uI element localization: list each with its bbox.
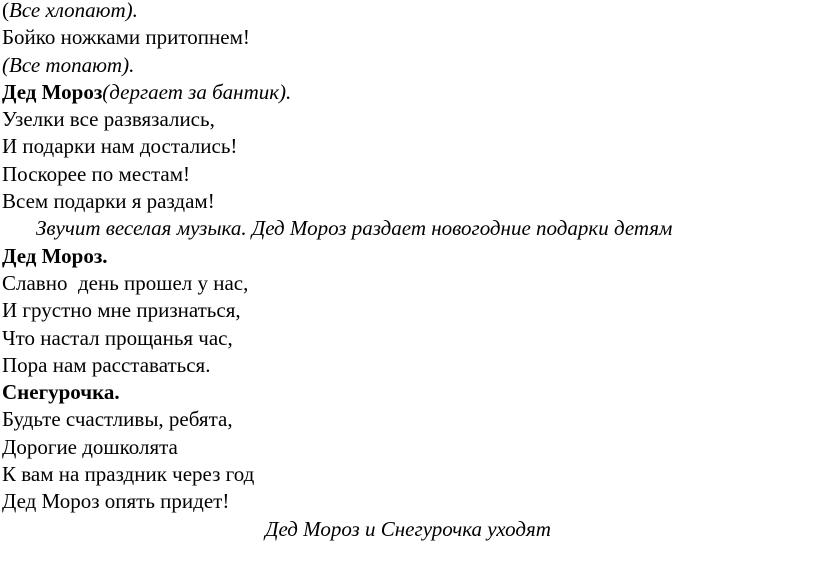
stage-direction-all-clap [2, 0, 814, 24]
verse-line: Дед Мороз опять придет! [2, 489, 230, 514]
speaker-line-ded-moroz [2, 79, 814, 106]
verse-line: И грустно мне признаться, [2, 298, 241, 323]
speaker-name-snegurochka: Снегурочка. [2, 380, 120, 405]
open-paren: ( [2, 0, 9, 22]
speaker-name: Дед Мороз [2, 79, 103, 104]
verse-line: Бойко ножками притопнем! [2, 25, 250, 50]
verse-line: И подарки нам достались! [2, 134, 238, 159]
verse-line: Поскорее по местам! [2, 161, 191, 186]
document-page [2, 0, 814, 543]
verse-line: Узелки все развязались, [2, 107, 215, 132]
stage-direction-text: Все хлопают). [9, 0, 138, 22]
verse-line: Пора нам расставаться. [2, 352, 211, 377]
verse-line: К вам на праздник через год [2, 462, 255, 487]
stage-direction-exit: Дед Мороз и Снегурочка уходят [265, 516, 551, 541]
verse-line: Дорогие дошколята [2, 434, 178, 459]
stage-direction-all-stomp: (Все топают). [2, 52, 135, 77]
verse-line: Славно день прошел у нас, [2, 270, 249, 295]
verse-line: Всем подарки я раздам! [2, 189, 215, 214]
stage-direction-text: (дергает за бантик). [102, 79, 292, 104]
stage-direction-music: Звучит веселая музыка. Дед Мороз раздает новогодние подарки детям [36, 216, 673, 241]
speaker-name-ded-moroz: Дед Мороз. [2, 243, 108, 268]
verse-line: Что настал прощанья час, [2, 325, 233, 350]
verse-line: Будьте счастливы, ребята, [2, 407, 233, 432]
